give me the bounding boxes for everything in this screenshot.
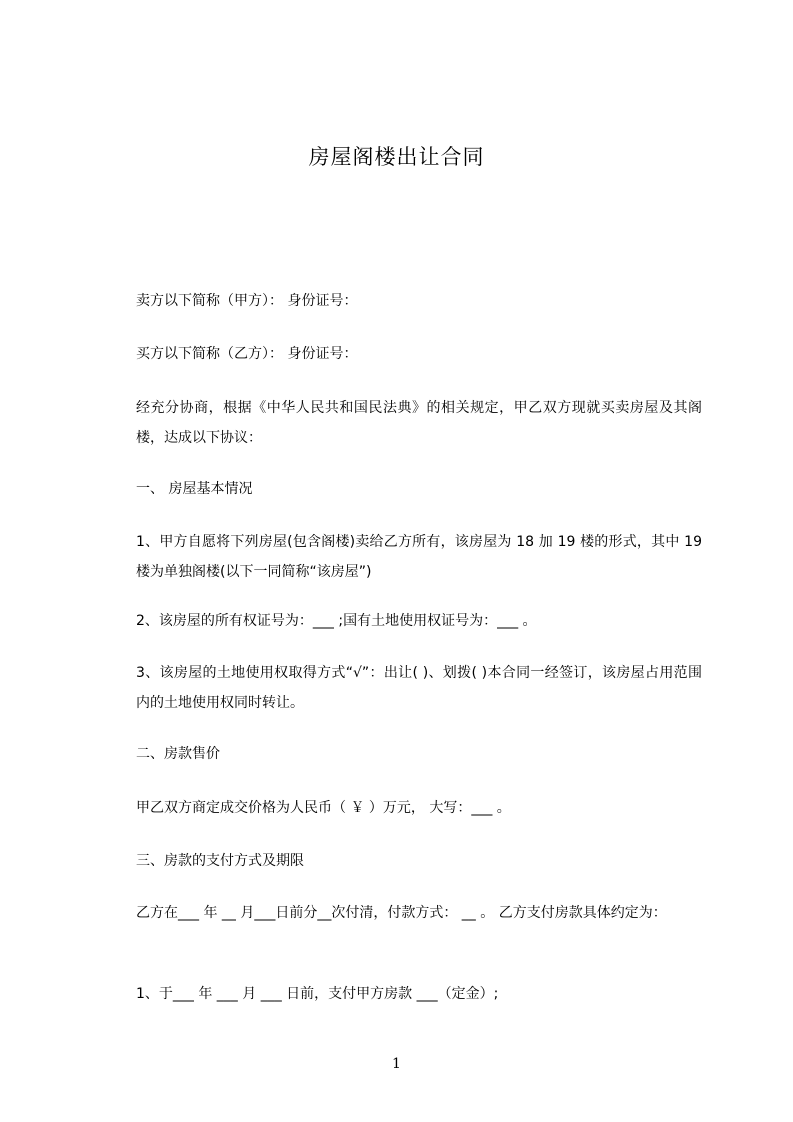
section3-heading: 三、房款的支付方式及期限 — [136, 853, 304, 869]
payment-terms: 乙方在___ 年 __ 月___日前分__次付清，付款方式： __ 。 乙方支付房款具体约定为： — [136, 905, 667, 921]
section1-heading: 一、 房屋基本情况 — [136, 481, 253, 497]
payment-item-1: 1、于___ 年 ___ 月 ___ 日前，支付甲方房款 ___（定金）; — [136, 986, 499, 1002]
seller-line: 卖方以下简称（甲方）： 身份证号： — [136, 293, 358, 309]
intro-paragraph: 经充分协商，根据《中华人民共和国民法典》的相关规定，甲乙双方现就买卖房屋及其阁楼，达成以下协议： — [136, 400, 702, 446]
contract-title: 房屋阁楼出让合同 — [308, 145, 485, 169]
price-line: 甲乙双方商定成交价格为人民币（ ￥ ）万元， 大写：___ 。 — [136, 800, 511, 816]
section2-heading: 二、房款售价 — [136, 746, 220, 762]
clause-1-1: 1、甲方自愿将下列房屋(包含阁楼)卖给乙方所有，该房屋为 18 加 19 楼的形式，其中 19 楼为单独阁楼(以下一同简称“该房屋”) — [136, 534, 702, 580]
buyer-line: 买方以下简称（乙方）： 身份证号： — [136, 346, 358, 362]
clause-1-3: 3、该房屋的土地使用权取得方式“√”：出让( )、划拨( )本合同一经签订，该房屋占用范围内的土地使用权同时转让。 — [136, 665, 702, 711]
clause-1-2: 2、该房屋的所有权证号为：___ ;国有土地使用权证号为：___ 。 — [136, 613, 537, 629]
page-number: 1 — [392, 1056, 401, 1072]
